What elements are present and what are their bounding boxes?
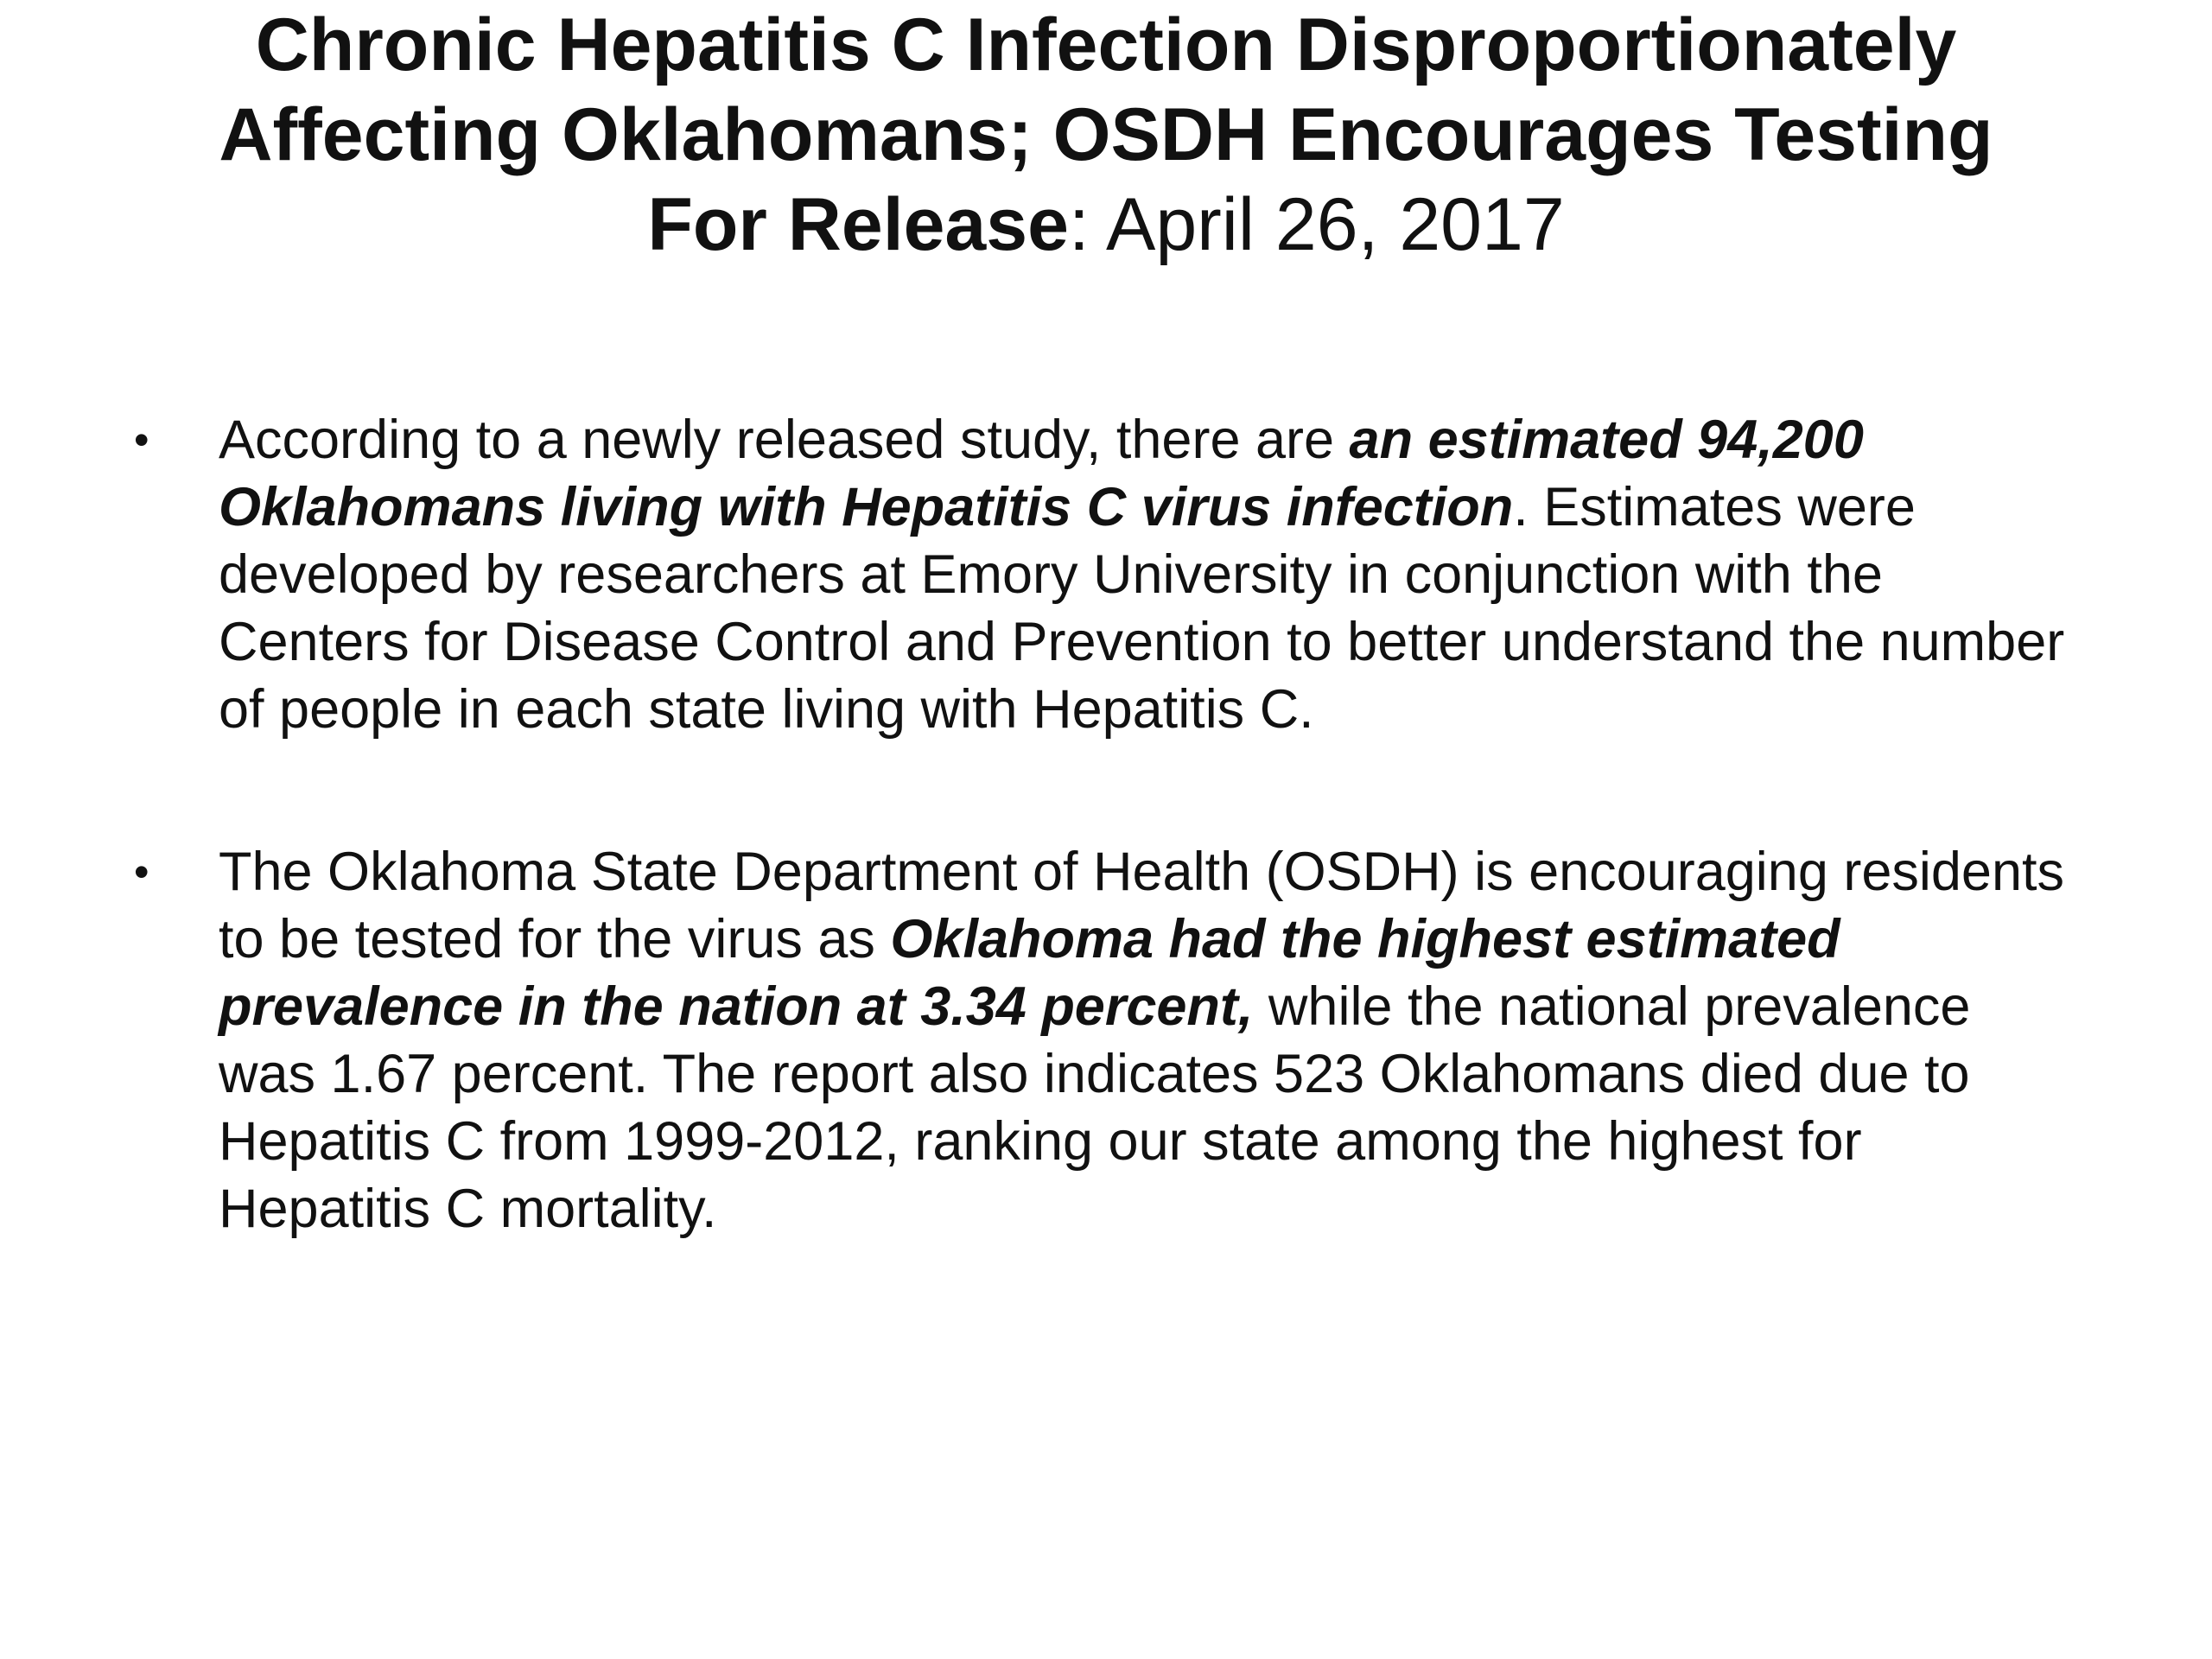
bullet-emphasis: an estimated 94,200 Oklahomans living with Hepatitis C virus infection: [219, 410, 1864, 537]
release-date: April 26, 2017: [1105, 183, 1565, 266]
bullet-text: According to a newly released study, there are: [219, 410, 1350, 470]
bullet-dot-icon: •: [134, 848, 149, 896]
bullet-text: . Estimates were developed by researchers at Emory University in conjunction with the Centers for Disease Control and Prevention to better understand the number of people in each state living with Hepatitis C.: [219, 477, 2065, 740]
press-release-header: [0, 0, 2212, 270]
bullet-dot-icon: •: [134, 416, 149, 464]
bullet-item-prevalence: [0, 838, 2076, 1243]
release-label: For Release: [647, 183, 1069, 266]
headline-line-2: Affecting Oklahomans; OSDH Encourages Testing: [219, 93, 1993, 176]
headline-line-1: Chronic Hepatitis C Infection Disproportionately: [255, 3, 1957, 86]
release-date-line: [0, 180, 2212, 270]
bullet-text: while the national prevalence was 1.67 percent. The report also indicates 523 Oklahomans died due to Hepatitis C from 1999-2012, ranking our state among the highest for Hepatitis C mortality.: [219, 976, 1971, 1239]
bullet-item-study-estimate: [0, 406, 2076, 743]
bullet-list: [0, 406, 2212, 1243]
bullet-text: The Oklahoma State Department of Health (OSDH) is encouraging residents to be tested for the virus as: [219, 842, 2065, 969]
release-separator: :: [1068, 183, 1106, 266]
bullet-emphasis: Oklahoma had the highest estimated prevalence in the nation at 3.34 percent,: [219, 909, 1840, 1037]
